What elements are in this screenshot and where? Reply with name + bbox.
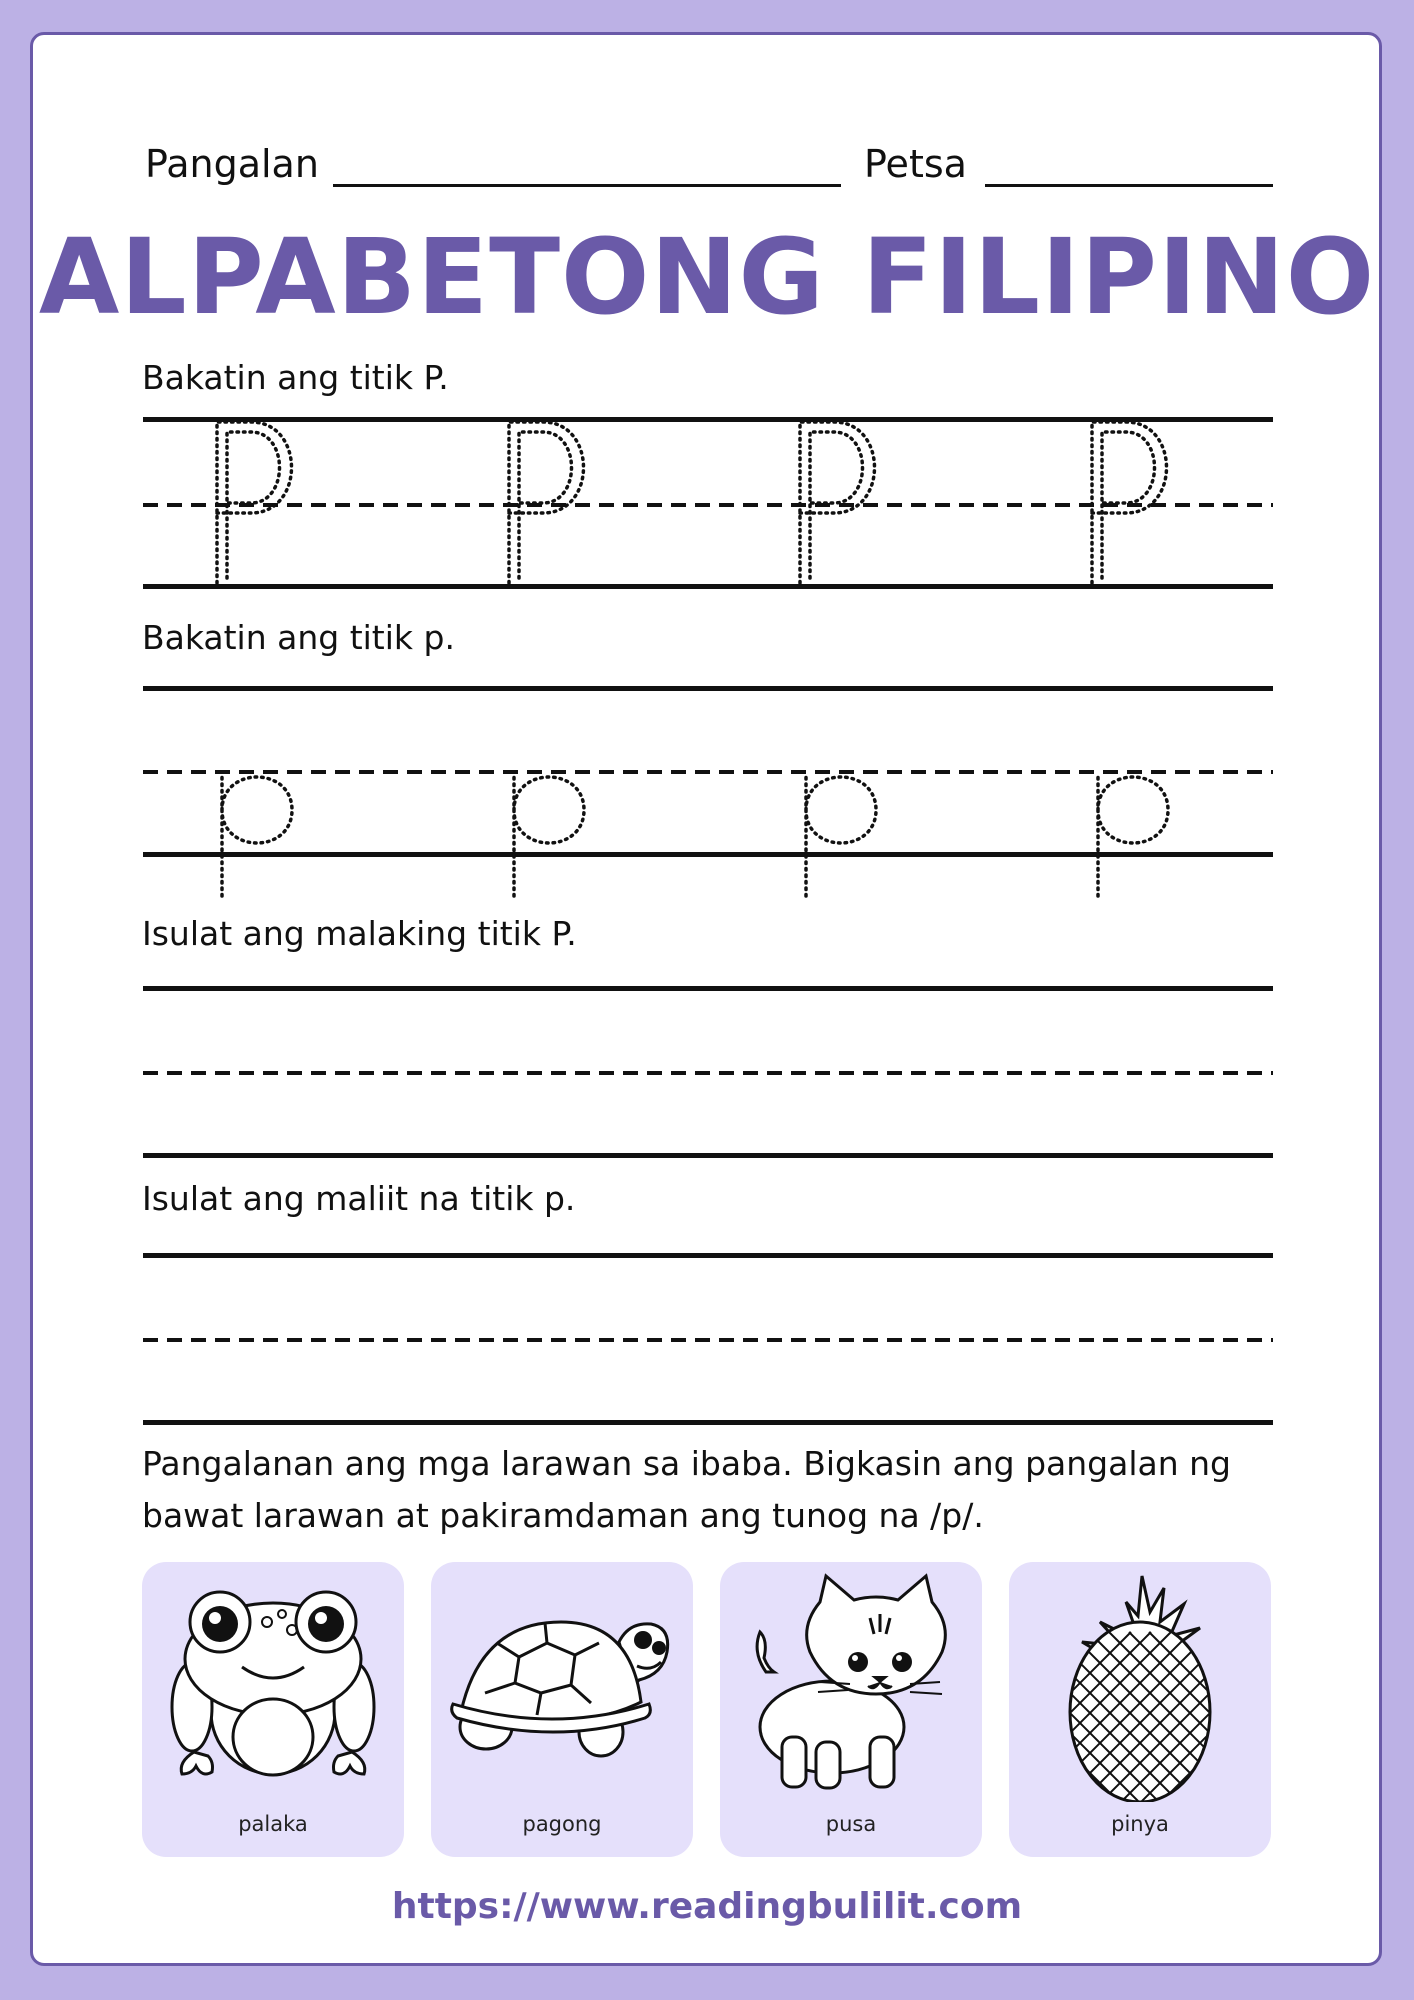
picture-label: palaka <box>238 1812 308 1836</box>
picture-prompt-line1: Pangalanan ang mga larawan sa ibaba. Bigkasin ang pangalan ng <box>142 1444 1231 1483</box>
trace-letter-P[interactable] <box>788 418 888 588</box>
cat-icon <box>720 1562 982 1802</box>
trace-letter-P[interactable] <box>1080 418 1180 588</box>
writing-line-top <box>143 686 1273 691</box>
writing-line-base[interactable] <box>143 1153 1273 1158</box>
page-title: ALPABETONG FILIPINO <box>38 216 1376 338</box>
picture-card-frog <box>142 1562 404 1857</box>
picture-card-pineapple <box>1009 1562 1271 1857</box>
picture-prompt-line2: bawat larawan at pakiramdaman ang tunog na /p/. <box>142 1496 984 1535</box>
writing-line-mid[interactable] <box>143 1071 1273 1075</box>
date-label: Petsa <box>864 142 967 186</box>
trace-letter-p[interactable] <box>794 770 894 900</box>
trace-letter-p[interactable] <box>210 770 310 900</box>
instruction-trace-uppercase: Bakatin ang titik P. <box>142 358 449 397</box>
writing-line-top[interactable] <box>143 1253 1273 1258</box>
turtle-icon <box>431 1562 693 1802</box>
pineapple-icon <box>1009 1562 1271 1802</box>
trace-letter-p[interactable] <box>1086 770 1186 900</box>
instruction-trace-lowercase: Bakatin ang titik p. <box>142 618 455 657</box>
trace-letter-P[interactable] <box>205 418 305 588</box>
footer-url-link[interactable]: https://www.readingbulilit.com <box>391 1886 1023 1927</box>
trace-letter-P[interactable] <box>497 418 597 588</box>
name-label: Pangalan <box>145 142 319 186</box>
frog-icon <box>142 1562 404 1802</box>
date-blank[interactable] <box>985 184 1273 187</box>
trace-letter-p[interactable] <box>502 770 602 900</box>
instruction-write-lowercase: Isulat ang maliit na titik p. <box>142 1179 576 1218</box>
picture-card-turtle <box>431 1562 693 1857</box>
picture-label: pagong <box>522 1812 602 1836</box>
writing-line-top[interactable] <box>143 986 1273 991</box>
picture-card-cat <box>720 1562 982 1857</box>
picture-label: pinya <box>1111 1812 1169 1836</box>
instruction-write-uppercase: Isulat ang malaking titik P. <box>142 914 577 953</box>
writing-line-mid[interactable] <box>143 1338 1273 1342</box>
picture-label: pusa <box>825 1812 877 1836</box>
writing-line-base[interactable] <box>143 1420 1273 1425</box>
name-blank[interactable] <box>333 184 841 187</box>
